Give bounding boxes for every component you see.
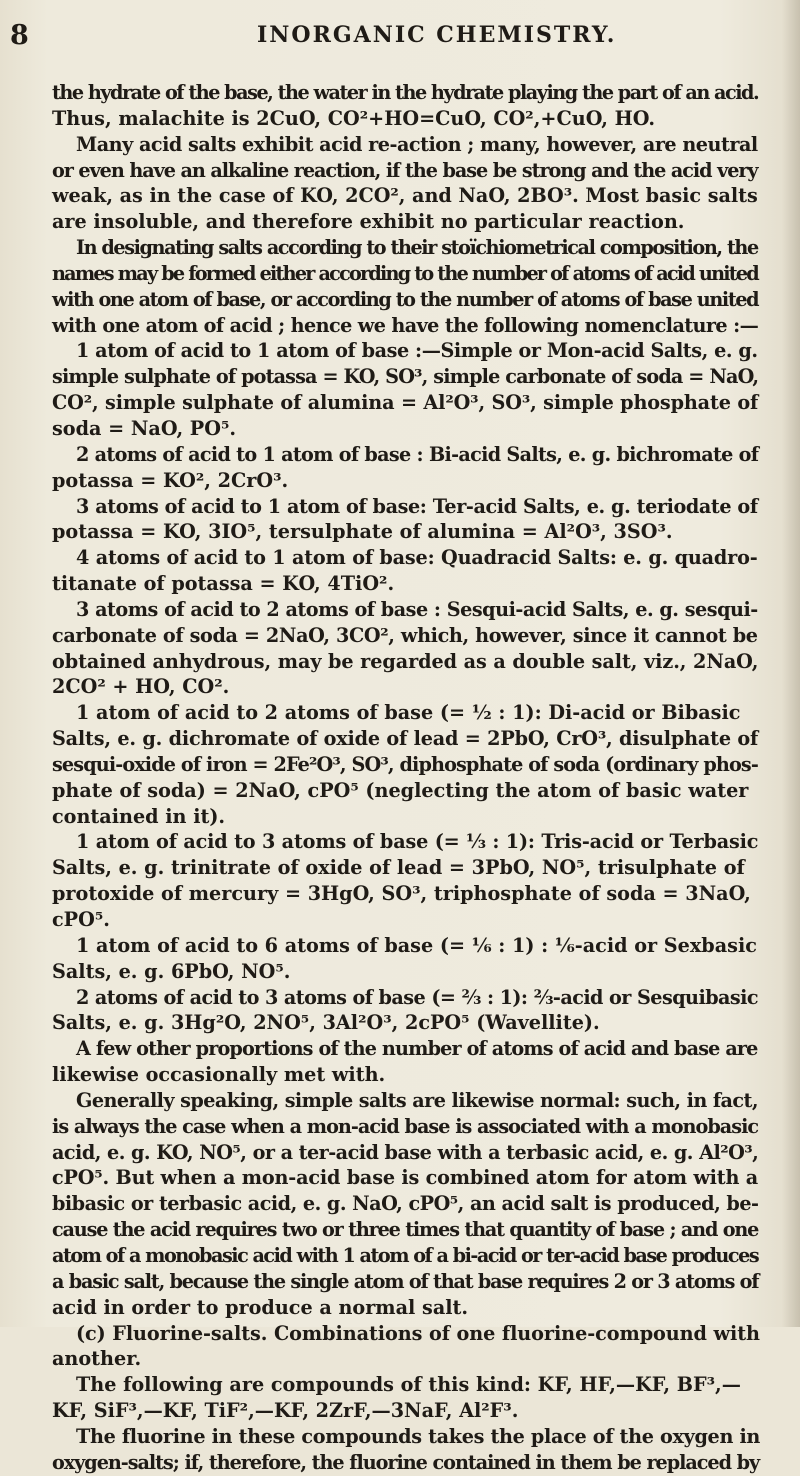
text-line: another.: [52, 1347, 142, 1371]
text-line: (c) Fluorine-salts. Combinations of one fluorine-compound with: [76, 1321, 760, 1345]
text-line: 2CO² + HO, CO².: [52, 675, 230, 699]
running-title: INORGANIC CHEMISTRY.: [257, 22, 617, 48]
text-line: 4 atoms of acid to 1 atom of base: Quadracid Salts: e. g. quadro-: [76, 546, 758, 570]
text-line: 3 atoms of acid to 1 atom of base: Ter-acid Salts, e. g. teriodate of: [76, 494, 758, 518]
text-line: bibasic or terbasic acid, e. g. NaO, cPO⁵, an acid salt is produced, be-: [52, 1192, 759, 1216]
text-line: acid in order to produce a normal salt.: [52, 1295, 469, 1319]
text-line: Salts, e. g. 3Hg²O, 2NO⁵, 3Al²O³, 2cPO⁵ (Wavellite).: [52, 1011, 600, 1035]
text-line: cPO⁵. But when a mon-acid base is combined atom for atom with a: [52, 1166, 759, 1190]
text-line: potassa = KO, 3IO⁵, tersulphate of alumina = Al²O³, 3SO³.: [52, 520, 673, 544]
page-header: [0, 20, 800, 54]
text-line: simple sulphate of potassa = KO, SO³, simple carbonate of soda = NaO,: [52, 365, 759, 389]
text-line: Many acid salts exhibit acid re-action ; many, however, are neutral: [76, 132, 758, 156]
text-line: In designating salts according to their stoïchiometrical composition, the: [76, 236, 758, 260]
text-line: CO², simple sulphate of alumina = Al²O³, SO³, simple phosphate of: [52, 391, 759, 415]
text-line: titanate of potassa = KO, 4TiO².: [52, 572, 395, 596]
text-line: Salts, e. g. dichromate of oxide of lead = 2PbO, CrO³, disulphate of: [52, 727, 759, 751]
text-line: with one atom of acid ; hence we have the following nomenclature :—: [52, 313, 759, 337]
text-line: the hydrate of the base, the water in the hydrate playing the part of an acid.: [52, 81, 759, 104]
text-line: Generally speaking, simple salts are likewise normal: such, in fact,: [76, 1088, 758, 1112]
text-line: soda = NaO, PO⁵.: [52, 416, 237, 440]
text-line: acid, e. g. KO, NO⁵, or a ter-acid base with a terbasic acid, e. g. Al²O³,: [52, 1140, 759, 1164]
text-line: sesqui-oxide of iron = 2Fe²O³, SO³, diphosphate of soda (ordinary phos-: [52, 752, 758, 776]
text-line: obtained anhydrous, may be regarded as a double salt, viz., 2NaO,: [52, 649, 759, 673]
text-line: weak, as in the case of KO, 2CO², and NaO, 2BO³. Most basic salts: [52, 184, 758, 208]
text-line: likewise occasionally met with.: [52, 1063, 386, 1087]
text-line: cause the acid requires two or three times that quantity of base ; and one: [52, 1218, 759, 1242]
text-line: The following are compounds of this kind: KF, HF,—KF, BF³,—: [76, 1373, 741, 1397]
text-line: a basic salt, because the single atom of that base requires 2 or 3 atoms of: [52, 1269, 759, 1293]
text-line: or even have an alkaline reaction, if the base be strong and the acid very: [52, 158, 758, 182]
text-line: potassa = KO², 2CrO³.: [52, 468, 289, 492]
text-line: is always the case when a mon-acid base is associated with a monobasic: [52, 1114, 759, 1138]
text-line: KF, SiF³,—KF, TiF²,—KF, 2ZrF,—3NaF, Al²F³.: [52, 1399, 519, 1423]
page-edge-shadow: [782, 0, 800, 1327]
text-line: are insoluble, and therefore exhibit no particular reaction.: [52, 210, 685, 234]
text-line: Salts, e. g. trinitrate of oxide of lead = 3PbO, NO⁵, trisulphate of: [52, 856, 745, 880]
text-line: protoxide of mercury = 3HgO, SO³, triphosphate of soda = 3NaO,: [52, 882, 751, 906]
text-line: phate of soda) = 2NaO, cPO⁵ (neglecting the atom of basic water: [52, 778, 749, 802]
text-line: 1 atom of acid to 1 atom of base :—Simple or Mon-acid Salts, e. g.: [76, 339, 758, 363]
body-text: [52, 80, 761, 1476]
text-line: with one atom of base, or according to the number of atoms of base united: [52, 287, 759, 311]
text-line: Salts, e. g. 6PbO, NO⁵.: [52, 959, 291, 983]
text-line: contained in it).: [52, 804, 226, 828]
text-line: names may be formed either according to the number of atoms of acid united: [52, 261, 758, 285]
text-line: oxygen-salts; if, therefore, the fluorine contained in them be replaced by: [52, 1450, 760, 1474]
text-line: Thus, malachite is 2CuO, CO²+HO=CuO, CO²,+CuO, HO.: [52, 106, 656, 130]
text-line: The fluorine in these compounds takes the place of the oxygen in: [76, 1424, 761, 1448]
text-line: 1 atom of acid to 3 atoms of base (= ⅓ : 1): Tris-acid or Terbasic: [76, 830, 759, 854]
text-line: carbonate of soda = 2NaO, 3CO², which, however, since it cannot be: [52, 623, 758, 647]
text-line: cPO⁵.: [52, 908, 110, 931]
text-line: A few other proportions of the number of atoms of acid and base are: [76, 1037, 758, 1061]
text-line: atom of a monobasic acid with 1 atom of a bi-acid or ter-acid base produces: [52, 1243, 759, 1267]
text-line: 1 atom of acid to 2 atoms of base (= ½ : 1): Di-acid or Bibasic: [76, 701, 741, 725]
text-line: 2 atoms of acid to 1 atom of base : Bi-acid Salts, e. g. bichromate of: [76, 442, 759, 466]
page-number: 8: [10, 20, 29, 51]
text-line: 1 atom of acid to 6 atoms of base (= ⅙ : 1) : ⅙-acid or Sexbasic: [76, 933, 757, 957]
text-line: 2 atoms of acid to 3 atoms of base (= ⅔ : 1): ⅔-acid or Sesquibasic: [76, 985, 759, 1009]
text-line: 3 atoms of acid to 2 atoms of base : Sesqui-acid Salts, e. g. sesqui-: [76, 597, 758, 621]
